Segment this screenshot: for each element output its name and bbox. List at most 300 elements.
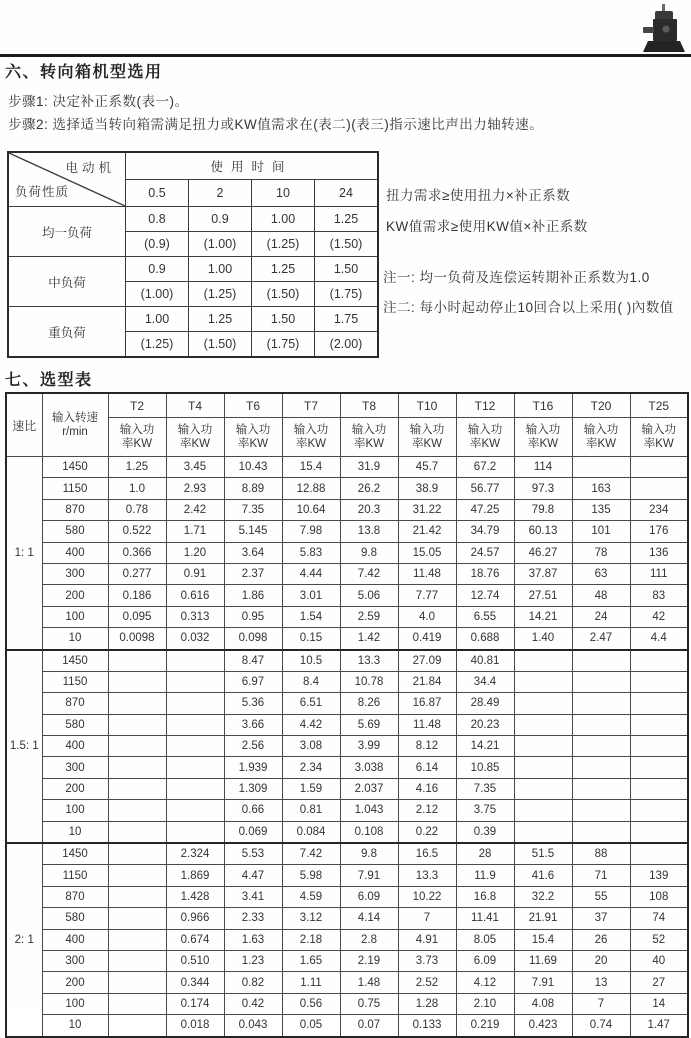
power-value-cell: 18.76 xyxy=(456,563,514,584)
power-value-cell: 114 xyxy=(514,457,572,478)
power-value-cell: 0.344 xyxy=(166,972,224,993)
diagonal-header-cell xyxy=(8,152,126,207)
power-value-cell: 46.27 xyxy=(514,542,572,563)
power-value-cell: 12.88 xyxy=(282,478,340,499)
power-value-cell xyxy=(166,821,224,843)
power-value-cell xyxy=(630,693,688,714)
power-value-cell: 11.69 xyxy=(514,950,572,971)
power-value-cell xyxy=(572,693,630,714)
power-value-cell: 1.428 xyxy=(166,886,224,907)
power-value-cell: 1.25 xyxy=(108,457,166,478)
power-value-cell: 20.23 xyxy=(456,714,514,735)
power-value-cell: 10.5 xyxy=(282,650,340,672)
power-value-cell: 40.81 xyxy=(456,650,514,672)
power-value-cell: 0.174 xyxy=(166,993,224,1014)
speed-cell: 870 xyxy=(42,693,108,714)
power-header-line: 输入功 xyxy=(467,424,503,436)
power-value-cell: 0.22 xyxy=(398,821,456,843)
model-header-row xyxy=(6,393,688,418)
power-value-cell: 51.5 xyxy=(514,843,572,865)
speed-cell: 200 xyxy=(42,972,108,993)
power-value-cell: 135 xyxy=(572,499,630,520)
power-value-cell: 0.95 xyxy=(224,606,282,627)
speed-cell: 100 xyxy=(42,993,108,1014)
factor-cell: 1.25 xyxy=(189,307,252,332)
power-value-cell xyxy=(572,821,630,843)
power-value-cell xyxy=(166,800,224,821)
power-value-cell: 27 xyxy=(630,972,688,993)
power-value-cell: 5.36 xyxy=(224,693,282,714)
power-value-cell: 14.21 xyxy=(514,606,572,627)
power-header-line: 输入功 xyxy=(177,424,213,436)
power-value-cell xyxy=(514,736,572,757)
load-type-label: 中负荷 xyxy=(8,257,126,307)
power-value-cell: 1.28 xyxy=(398,993,456,1014)
power-value-cell: 7.77 xyxy=(398,585,456,606)
speed-cell: 1450 xyxy=(42,457,108,478)
factor-cell: 1.00 xyxy=(252,207,315,232)
input-power-header xyxy=(630,418,688,457)
power-value-cell: 2.037 xyxy=(340,778,398,799)
power-value-cell xyxy=(514,821,572,843)
power-value-cell xyxy=(166,778,224,799)
power-value-cell xyxy=(572,757,630,778)
power-value-cell: 2.56 xyxy=(224,736,282,757)
power-header-line: 率KW xyxy=(469,438,501,450)
power-value-cell: 4.16 xyxy=(398,778,456,799)
speed-cell: 10 xyxy=(42,821,108,843)
power-value-cell: 11.41 xyxy=(456,908,514,929)
power-value-cell: 3.41 xyxy=(224,886,282,907)
power-value-cell: 31.9 xyxy=(340,457,398,478)
power-header-line: 输入功 xyxy=(525,424,561,436)
table-row xyxy=(6,757,688,778)
power-value-cell: 0.419 xyxy=(398,628,456,650)
power-value-cell: 1.20 xyxy=(166,542,224,563)
power-value-cell xyxy=(630,671,688,692)
power-value-cell: 13.8 xyxy=(340,521,398,542)
power-header-row xyxy=(6,418,688,457)
power-value-cell: 0.423 xyxy=(514,1015,572,1037)
power-value-cell: 5.06 xyxy=(340,585,398,606)
factor-cell: (0.9) xyxy=(126,232,189,257)
power-value-cell: 0.108 xyxy=(340,821,398,843)
power-value-cell: 55 xyxy=(572,886,630,907)
power-value-cell: 1.11 xyxy=(282,972,340,993)
power-value-cell: 15.4 xyxy=(282,457,340,478)
speed-cell: 300 xyxy=(42,563,108,584)
power-value-cell: 8.26 xyxy=(340,693,398,714)
gearbox-icon xyxy=(641,4,687,56)
power-value-cell: 11.48 xyxy=(398,563,456,584)
power-value-cell: 1.48 xyxy=(340,972,398,993)
table-row xyxy=(6,563,688,584)
power-value-cell: 13 xyxy=(572,972,630,993)
power-value-cell: 3.99 xyxy=(340,736,398,757)
power-value-cell xyxy=(108,671,166,692)
power-value-cell: 8.89 xyxy=(224,478,282,499)
power-value-cell xyxy=(166,714,224,735)
power-value-cell: 16.8 xyxy=(456,886,514,907)
power-value-cell: 42 xyxy=(630,606,688,627)
factor-cell: 0.9 xyxy=(189,207,252,232)
power-value-cell: 24 xyxy=(572,606,630,627)
power-value-cell: 21.84 xyxy=(398,671,456,692)
power-value-cell: 10.22 xyxy=(398,886,456,907)
power-value-cell: 2.42 xyxy=(166,499,224,520)
power-value-cell: 1.63 xyxy=(224,929,282,950)
power-value-cell: 34.4 xyxy=(456,671,514,692)
power-value-cell xyxy=(630,457,688,478)
power-value-cell: 5.83 xyxy=(282,542,340,563)
power-value-cell: 52 xyxy=(630,929,688,950)
speed-cell: 580 xyxy=(42,908,108,929)
speed-column-header xyxy=(42,393,108,457)
model-column-header: T25 xyxy=(630,393,688,418)
power-value-cell: 24.57 xyxy=(456,542,514,563)
power-value-cell xyxy=(630,800,688,821)
power-header-line: 率KW xyxy=(411,438,443,450)
speed-header-line: 输入转速 xyxy=(52,412,98,424)
power-value-cell: 47.25 xyxy=(456,499,514,520)
power-value-cell: 1.309 xyxy=(224,778,282,799)
factor-cell: 0.8 xyxy=(126,207,189,232)
power-value-cell: 4.47 xyxy=(224,865,282,886)
power-value-cell: 0.098 xyxy=(224,628,282,650)
power-value-cell: 6.55 xyxy=(456,606,514,627)
power-value-cell: 14.21 xyxy=(456,736,514,757)
power-header-line: 输入功 xyxy=(119,424,155,436)
power-value-cell xyxy=(630,736,688,757)
table-row xyxy=(6,671,688,692)
power-value-cell: 7 xyxy=(572,993,630,1014)
power-value-cell xyxy=(630,778,688,799)
motor-header: 电动机 xyxy=(65,161,115,175)
table-row xyxy=(6,693,688,714)
power-value-cell xyxy=(108,908,166,929)
power-value-cell: 4.14 xyxy=(340,908,398,929)
power-value-cell: 67.2 xyxy=(456,457,514,478)
power-value-cell xyxy=(514,671,572,692)
ratio-cell: 2: 1 xyxy=(6,843,42,1037)
power-value-cell: 3.75 xyxy=(456,800,514,821)
power-header-line: 输入功 xyxy=(293,424,329,436)
power-value-cell: 1.86 xyxy=(224,585,282,606)
power-value-cell: 56.77 xyxy=(456,478,514,499)
table-row xyxy=(6,908,688,929)
power-value-cell: 16.5 xyxy=(398,843,456,865)
speed-cell: 580 xyxy=(42,521,108,542)
factor-cell: (1.25) xyxy=(189,282,252,307)
power-value-cell: 0.133 xyxy=(398,1015,456,1037)
power-header-line: 率KW xyxy=(643,438,674,450)
power-value-cell: 2.93 xyxy=(166,478,224,499)
power-value-cell: 38.9 xyxy=(398,478,456,499)
ratio-cell: 1: 1 xyxy=(6,457,42,650)
power-value-cell xyxy=(166,736,224,757)
power-value-cell: 10.43 xyxy=(224,457,282,478)
step2-text: 步骤2: 选择适当转向箱需满足扭力或KW值需求在(表二)(表三)指示速比声出力轴转速。 xyxy=(8,117,544,132)
power-value-cell: 32.2 xyxy=(514,886,572,907)
power-header-line: 率KW xyxy=(121,438,153,450)
section6-title: 六、转向箱机型选用 xyxy=(5,64,163,81)
power-value-cell: 88 xyxy=(572,843,630,865)
model-column-header: T12 xyxy=(456,393,514,418)
table-row xyxy=(6,650,688,672)
power-value-cell: 0.674 xyxy=(166,929,224,950)
power-value-cell: 2.59 xyxy=(340,606,398,627)
power-value-cell: 0.032 xyxy=(166,628,224,650)
hours-col-header: 0.5 xyxy=(126,180,189,207)
factor-cell: 1.50 xyxy=(252,307,315,332)
power-value-cell xyxy=(166,757,224,778)
power-value-cell: 3.12 xyxy=(282,908,340,929)
factor-cell: 1.00 xyxy=(126,307,189,332)
power-value-cell xyxy=(166,693,224,714)
power-value-cell xyxy=(630,843,688,865)
power-value-cell xyxy=(572,671,630,692)
power-value-cell: 1.0 xyxy=(108,478,166,499)
power-value-cell: 7.98 xyxy=(282,521,340,542)
power-value-cell: 16.87 xyxy=(398,693,456,714)
input-power-header xyxy=(398,418,456,457)
power-value-cell: 1.40 xyxy=(514,628,572,650)
power-value-cell: 139 xyxy=(630,865,688,886)
power-value-cell: 14 xyxy=(630,993,688,1014)
power-value-cell: 101 xyxy=(572,521,630,542)
power-value-cell: 10.85 xyxy=(456,757,514,778)
power-value-cell xyxy=(514,778,572,799)
power-value-cell: 234 xyxy=(630,499,688,520)
hours-col-header: 24 xyxy=(315,180,379,207)
power-value-cell: 20.3 xyxy=(340,499,398,520)
power-value-cell: 8.12 xyxy=(398,736,456,757)
power-value-cell: 1.71 xyxy=(166,521,224,542)
speed-cell: 100 xyxy=(42,800,108,821)
power-value-cell: 4.08 xyxy=(514,993,572,1014)
power-value-cell: 1.42 xyxy=(340,628,398,650)
power-value-cell: 0.05 xyxy=(282,1015,340,1037)
power-value-cell xyxy=(630,714,688,735)
power-value-cell: 7.35 xyxy=(456,778,514,799)
hours-col-header: 2 xyxy=(189,180,252,207)
speed-cell: 400 xyxy=(42,542,108,563)
factor-cell: 1.50 xyxy=(315,257,379,282)
power-value-cell: 3.45 xyxy=(166,457,224,478)
power-value-cell: 27.09 xyxy=(398,650,456,672)
power-value-cell: 0.313 xyxy=(166,606,224,627)
power-value-cell: 0.522 xyxy=(108,521,166,542)
power-value-cell: 21.91 xyxy=(514,908,572,929)
speed-cell: 580 xyxy=(42,714,108,735)
power-value-cell: 0.510 xyxy=(166,950,224,971)
power-value-cell: 8.47 xyxy=(224,650,282,672)
load-type-label: 重负荷 xyxy=(8,307,126,358)
power-value-cell xyxy=(108,757,166,778)
factor-cell: (1.00) xyxy=(126,282,189,307)
input-power-header xyxy=(340,418,398,457)
power-value-cell: 6.51 xyxy=(282,693,340,714)
power-value-cell xyxy=(108,929,166,950)
load-type-label: 均一负荷 xyxy=(8,207,126,257)
table-row xyxy=(6,628,688,650)
table-row xyxy=(6,714,688,735)
power-value-cell xyxy=(514,693,572,714)
input-power-header xyxy=(456,418,514,457)
power-value-cell: 21.42 xyxy=(398,521,456,542)
power-value-cell: 48 xyxy=(572,585,630,606)
power-value-cell: 0.366 xyxy=(108,542,166,563)
power-value-cell xyxy=(108,821,166,843)
ratio-cell: 1.5: 1 xyxy=(6,650,42,844)
power-value-cell xyxy=(108,778,166,799)
factor-cell: 1.25 xyxy=(252,257,315,282)
power-value-cell: 9.8 xyxy=(340,843,398,865)
power-value-cell: 1.54 xyxy=(282,606,340,627)
table-row xyxy=(6,736,688,757)
power-value-cell xyxy=(572,650,630,672)
factor-cell: (1.25) xyxy=(252,232,315,257)
speed-cell: 200 xyxy=(42,585,108,606)
power-value-cell: 0.0098 xyxy=(108,628,166,650)
power-value-cell: 2.37 xyxy=(224,563,282,584)
factor-cell: (1.50) xyxy=(189,332,252,358)
power-value-cell: 5.98 xyxy=(282,865,340,886)
power-value-cell xyxy=(630,821,688,843)
speed-cell: 100 xyxy=(42,606,108,627)
power-value-cell xyxy=(108,993,166,1014)
speed-cell: 200 xyxy=(42,778,108,799)
gearbox-product-photo xyxy=(641,4,687,56)
power-value-cell: 7 xyxy=(398,908,456,929)
power-value-cell: 0.81 xyxy=(282,800,340,821)
power-value-cell: 3.08 xyxy=(282,736,340,757)
power-value-cell: 6.14 xyxy=(398,757,456,778)
power-value-cell: 83 xyxy=(630,585,688,606)
power-value-cell xyxy=(108,714,166,735)
speed-cell: 870 xyxy=(42,886,108,907)
input-power-header xyxy=(572,418,630,457)
power-value-cell xyxy=(572,800,630,821)
power-header-line: 输入功 xyxy=(235,424,271,436)
section7-title: 七、选型表 xyxy=(5,372,93,389)
power-value-cell: 28.49 xyxy=(456,693,514,714)
factor-cell: (1.75) xyxy=(252,332,315,358)
power-value-cell: 2.12 xyxy=(398,800,456,821)
requirement-formulas xyxy=(386,184,588,246)
power-value-cell: 27.51 xyxy=(514,585,572,606)
power-value-cell: 3.73 xyxy=(398,950,456,971)
power-value-cell: 1.59 xyxy=(282,778,340,799)
power-header-line: 输入功 xyxy=(409,424,445,436)
usage-time-header: 使用时间 xyxy=(126,152,379,180)
power-value-cell: 0.39 xyxy=(456,821,514,843)
power-value-cell: 0.186 xyxy=(108,585,166,606)
power-value-cell: 3.66 xyxy=(224,714,282,735)
power-value-cell: 12.74 xyxy=(456,585,514,606)
power-value-cell: 15.4 xyxy=(514,929,572,950)
power-value-cell: 15.05 xyxy=(398,542,456,563)
power-header-line: 输入功 xyxy=(641,424,676,436)
power-value-cell: 20 xyxy=(572,950,630,971)
power-value-cell: 6.09 xyxy=(340,886,398,907)
power-value-cell xyxy=(514,800,572,821)
power-value-cell xyxy=(514,650,572,672)
table-row xyxy=(6,865,688,886)
power-value-cell: 176 xyxy=(630,521,688,542)
power-value-cell: 4.91 xyxy=(398,929,456,950)
kw-formula: KW值需求≥使用KW值×补正系数 xyxy=(386,219,588,234)
speed-cell: 1450 xyxy=(42,843,108,865)
table-row xyxy=(6,1015,688,1037)
power-value-cell: 97.3 xyxy=(514,478,572,499)
power-value-cell: 2.8 xyxy=(340,929,398,950)
factor-cell: (2.00) xyxy=(315,332,379,358)
model-column-header: T8 xyxy=(340,393,398,418)
power-value-cell xyxy=(108,972,166,993)
power-value-cell: 136 xyxy=(630,542,688,563)
power-value-cell: 26 xyxy=(572,929,630,950)
power-value-cell: 0.15 xyxy=(282,628,340,650)
power-value-cell: 9.8 xyxy=(340,542,398,563)
power-value-cell: 13.3 xyxy=(340,650,398,672)
power-value-cell xyxy=(108,650,166,672)
power-value-cell: 7.42 xyxy=(340,563,398,584)
power-value-cell xyxy=(166,671,224,692)
model-column-header: T10 xyxy=(398,393,456,418)
power-value-cell: 0.74 xyxy=(572,1015,630,1037)
power-value-cell: 8.05 xyxy=(456,929,514,950)
power-value-cell: 37.87 xyxy=(514,563,572,584)
power-header-line: 输入功 xyxy=(583,424,619,436)
power-value-cell: 1.043 xyxy=(340,800,398,821)
speed-cell: 1150 xyxy=(42,865,108,886)
table-row xyxy=(6,843,688,865)
power-value-cell: 0.82 xyxy=(224,972,282,993)
power-value-cell: 7.91 xyxy=(514,972,572,993)
power-value-cell: 108 xyxy=(630,886,688,907)
model-column-header: T6 xyxy=(224,393,282,418)
speed-cell: 1150 xyxy=(42,478,108,499)
power-value-cell xyxy=(630,650,688,672)
factor-cell: (1.75) xyxy=(315,282,379,307)
power-value-cell: 4.0 xyxy=(398,606,456,627)
note2-text: 注二: 每小时起动停止10回合以上采用( )內数值 xyxy=(383,300,674,315)
power-value-cell: 0.56 xyxy=(282,993,340,1014)
power-value-cell: 0.966 xyxy=(166,908,224,929)
power-value-cell: 45.7 xyxy=(398,457,456,478)
power-value-cell: 2.52 xyxy=(398,972,456,993)
power-value-cell: 4.12 xyxy=(456,972,514,993)
input-power-header xyxy=(224,418,282,457)
power-value-cell xyxy=(166,650,224,672)
power-value-cell: 4.44 xyxy=(282,563,340,584)
power-value-cell: 0.043 xyxy=(224,1015,282,1037)
power-value-cell: 2.33 xyxy=(224,908,282,929)
power-value-cell xyxy=(630,757,688,778)
table-row xyxy=(6,886,688,907)
speed-cell: 1150 xyxy=(42,671,108,692)
power-value-cell: 34.79 xyxy=(456,521,514,542)
table-row xyxy=(6,993,688,1014)
table-row xyxy=(6,606,688,627)
power-header-line: 率KW xyxy=(295,438,327,450)
table-row xyxy=(6,478,688,499)
speed-cell: 10 xyxy=(42,1015,108,1037)
power-value-cell: 71 xyxy=(572,865,630,886)
power-value-cell xyxy=(630,478,688,499)
power-header-line: 率KW xyxy=(585,438,617,450)
